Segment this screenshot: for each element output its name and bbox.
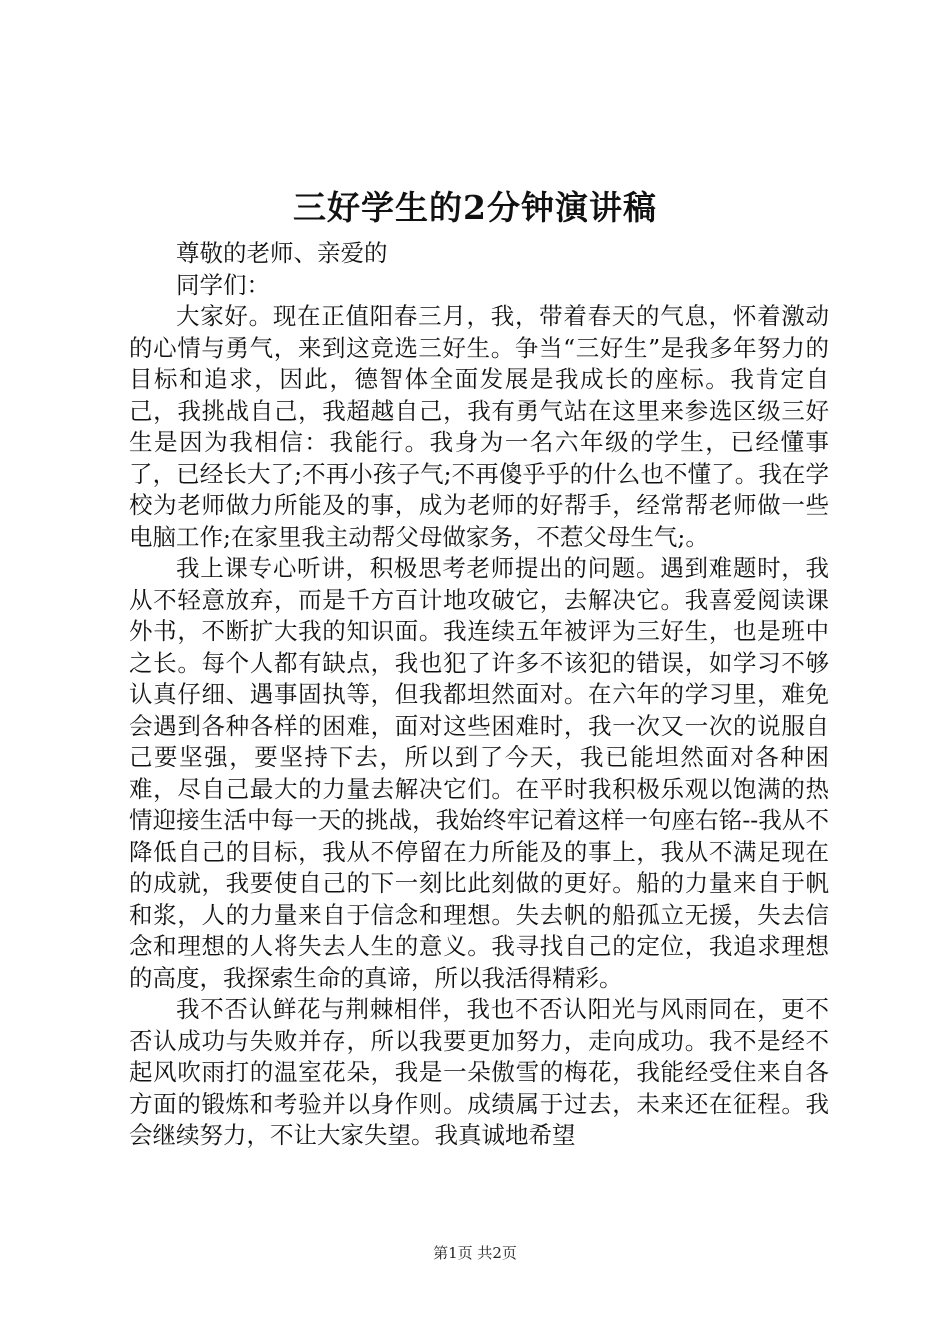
document-body <box>129 238 829 1152</box>
document-title: 三好学生的2分钟演讲稿 <box>293 188 657 227</box>
body-paragraph: 大家好。现在正值阳春三月，我，带着春天的气息，怀着激动的心情与勇气，来到这竞选三好生。争当“三好生”是我多年努力的目标和追求，因此，德智体全面发展是我成长的座标。我肯定自己，我挑战自己，我超越自己，我有勇气站在这里来参选区级三好生是因为我相信：我能行。我身为一名六年级的学生，已经懂事了，已经长大了;不再小孩子气;不再傻乎乎的什么也不懂了。我在学校为老师做力所能及的事，成为老师的好帮手，经常帮老师做一些电脑工作;在家里我主动帮父母做家务，不惹父母生气;。 <box>129 302 829 551</box>
greeting-line: 同学们： <box>176 270 270 299</box>
page-footer <box>0 1243 950 1263</box>
body-paragraph: 我不否认鲜花与荆棘相伴，我也不否认阳光与风雨同在，更不否认成功与失败并存，所以我要更加努力，走向成功。我不是经不起风吹雨打的温室花朵，我是一朵傲雪的梅花，我能经受住来自各方面的锻炼和考验并以身作则。成绩属于过去，未来还在征程。我会继续努力，不让大家失望。我真诚地希望 <box>129 995 829 1149</box>
body-paragraph: 我上课专心听讲，积极思考老师提出的问题。遇到难题时，我从不轻意放弃，而是千方百计地攻破它，去解决它。我喜爱阅读课外书，不断扩大我的知识面。我连续五年被评为三好生，也是班中之长。每个人都有缺点，我也犯了许多不该犯的错误，如学习不够认真仔细、遇事固执等，但我都坦然面对。在六年的学习里，难免会遇到各种各样的困难，面对这些困难时，我一次又一次的说服自己要坚强，要坚持下去，所以到了今天，我已能坦然面对各种困难，尽自己最大的力量去解决它们。在平时我积极乐观以饱满的热情迎接生活中每一天的挑战，我始终牢记着这样一句座右铭--我从不降低自己的目标，我从不停留在力所能及的事上，我从不满足现在的成就，我要使自己的下一刻比此刻做的更好。船的力量来自于帆和浆，人的力量来自于信念和理想。失去帆的船孤立无援，失去信念和理想的人将失去人生的意义。我寻找自己的定位，我追求理想的高度，我探索生命的真谛，所以我活得精彩。 <box>129 554 829 992</box>
greeting-line: 尊敬的老师、亲爱的 <box>176 239 388 267</box>
page-indicator: 第1页 共2页 <box>433 1244 517 1262</box>
